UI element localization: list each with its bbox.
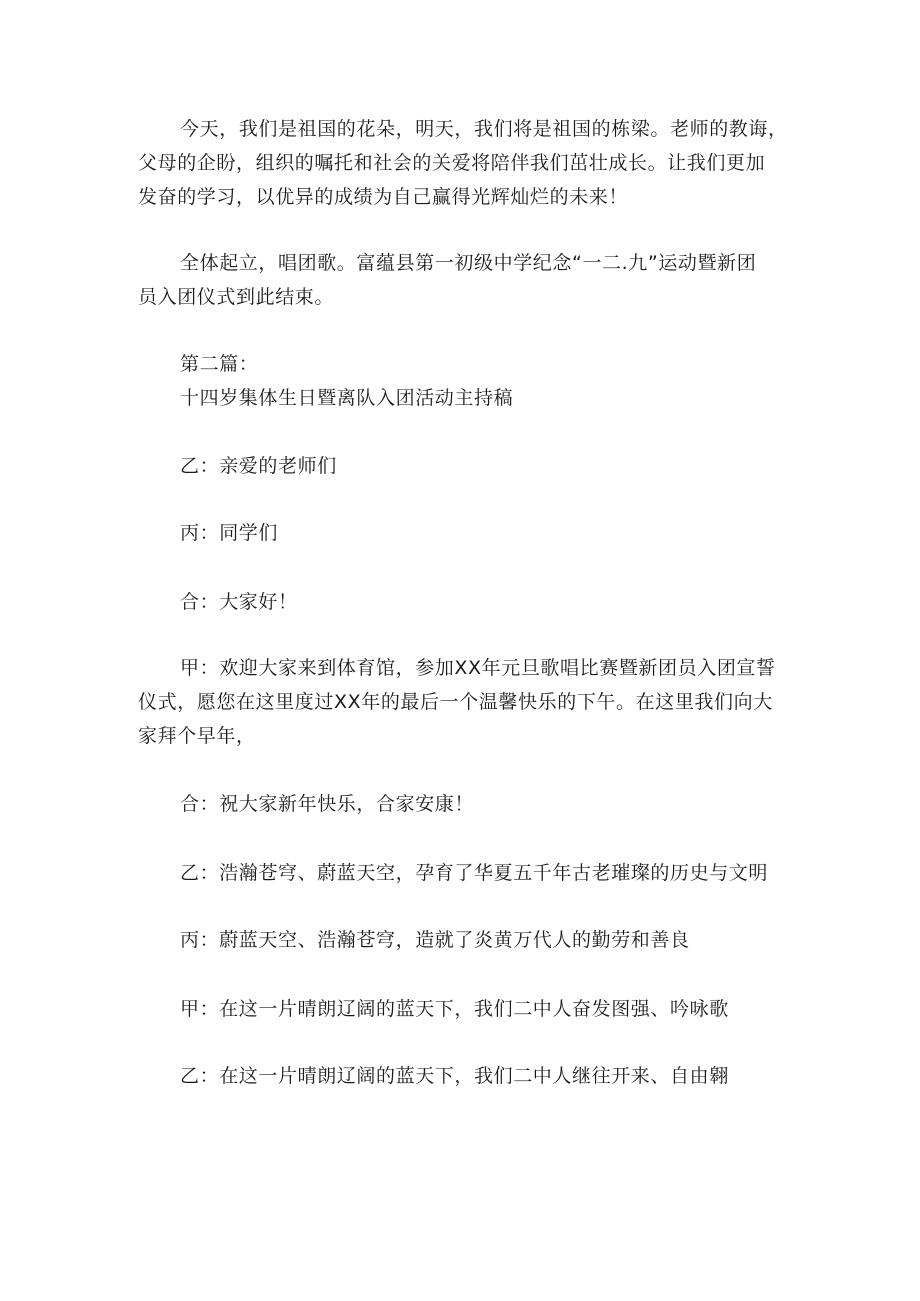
text-line: 发奋的学习，以优异的成绩为自己赢得光辉灿烂的未来！ xyxy=(138,186,629,208)
section-heading xyxy=(138,347,788,415)
dialogue-line xyxy=(138,449,788,483)
text-line: 乙：亲爱的老师们 xyxy=(180,455,337,477)
text-line: 家拜个早年， xyxy=(138,725,256,747)
dialogue-line xyxy=(138,923,788,957)
dialogue-line xyxy=(138,516,788,550)
dialogue-line xyxy=(138,856,788,890)
text-line: 乙：在这一片晴朗辽阔的蓝天下，我们二中人继往开来、自由翱 xyxy=(180,1065,729,1087)
dialogue-paragraph xyxy=(138,651,788,753)
dialogue-line xyxy=(138,1059,788,1093)
text-line: 全体起立，唱团歌。富蕴县第一初级中学纪念“一二.九”运动暨新团 xyxy=(180,252,757,274)
text-line: 员入团仪式到此结束。 xyxy=(138,286,335,308)
section-title: 十四岁集体生日暨离队入团活动主持稿 xyxy=(180,387,514,409)
text-line: 合：祝大家新年快乐，合家安康！ xyxy=(180,793,475,815)
dialogue-line xyxy=(138,992,788,1026)
dialogue-line xyxy=(138,585,788,619)
text-line: 乙：浩瀚苍穹、蔚蓝天空，孕育了华夏五千年古老璀璨的历史与文明 xyxy=(180,862,769,884)
text-line: 仪式，愿您在这里度过XX年的最后一个温馨快乐的下午。在这里我们向大 xyxy=(138,691,773,713)
text-line: 甲：在这一片晴朗辽阔的蓝天下，我们二中人奋发图强、吟咏歌 xyxy=(180,998,729,1020)
text-line: 甲：欢迎大家来到体育馆，参加XX年元旦歌唱比赛暨新团员入团宣誓 xyxy=(180,657,776,679)
paragraph-ceremony-end xyxy=(138,246,788,314)
text-line: 丙：同学们 xyxy=(180,522,279,544)
dialogue-line xyxy=(138,787,788,821)
paragraph-closing-remarks xyxy=(138,112,788,214)
text-line: 合：大家好！ xyxy=(180,591,298,613)
section-number: 第二篇： xyxy=(180,353,259,375)
text-line: 丙：蔚蓝天空、浩瀚苍穹，造就了炎黄万代人的勤劳和善良 xyxy=(180,929,690,951)
text-line: 今天，我们是祖国的花朵，明天，我们将是祖国的栋梁。老师的教诲， xyxy=(180,118,788,140)
text-line: 父母的企盼，组织的嘱托和社会的关爱将陪伴我们茁壮成长。让我们更加 xyxy=(138,152,766,174)
